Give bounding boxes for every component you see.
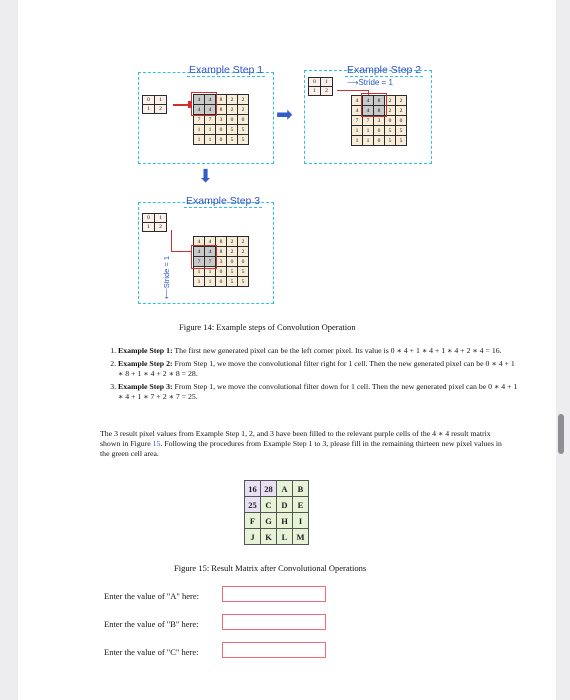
kernel-matrix-step-1 [142,95,167,114]
matrix-cell: 1 [205,125,216,135]
matrix-cell: 1 [194,277,205,287]
matrix-cell: 2 [238,247,249,257]
matrix-cell: 0 [216,277,227,287]
matrix-cell: 2 [227,95,238,105]
kernel-matrix-step-3 [142,213,167,232]
matrix-cell: 2 [227,237,238,247]
matrix-cell: 0 [227,115,238,125]
matrix-cell: 4 [194,105,205,115]
kernel-cell: 2 [155,105,167,114]
matrix-cell: 4 [194,237,205,247]
kernel-cell: 1 [309,87,321,96]
kernel-cell: 1 [155,96,167,105]
matrix-cell: 5 [396,126,407,136]
matrix-cell: 8 [216,247,227,257]
stride-label-step-3: ⟵Stride = 1 [162,255,171,299]
result-cell-unknown: G [261,513,277,529]
matrix-cell: 5 [385,126,396,136]
matrix-cell: 1 [194,267,205,277]
matrix-cell: 0 [396,116,407,126]
matrix-cell: 3 [374,116,385,126]
matrix-cell: 4 [205,95,216,105]
matrix-cell: 8 [216,237,227,247]
matrix-cell: 0 [227,257,238,267]
matrix-cell: 0 [216,267,227,277]
matrix-cell: 0 [374,126,385,136]
matrix-cell: 5 [238,277,249,287]
kernel-cell: 1 [155,214,167,223]
matrix-cell: 5 [238,125,249,135]
matrix-cell: 0 [385,116,396,126]
matrix-cell: 4 [352,106,363,116]
matrix-cell: 4 [352,96,363,106]
result-cell-unknown: I [293,513,309,529]
down-arrow-small-icon: ⟵ [162,288,171,299]
kernel-cell: 1 [143,223,155,232]
figure-14-caption: Figure 14: Example steps of Convolution Operation [179,322,356,332]
matrix-cell: 8 [374,96,385,106]
kernel-matrix-step-2 [308,77,333,96]
kernel-cell: 0 [143,96,155,105]
value-b-input[interactable] [222,614,326,630]
list-item: 1. Example Step 1: The first new generated pixel can be the left corner pixel. Its value is 0 ∗ 4 + 1 ∗ 4 + 1 ∗ 4 + 2 ∗ 4 = 16. [118,346,518,356]
value-a-label: Enter the value of "A" here: [104,591,199,601]
matrix-cell: 2 [396,106,407,116]
figure-15-caption: Figure 15: Result Matrix after Convolutional Operations [174,563,367,573]
figure-15-link[interactable]: 15 [152,439,161,448]
matrix-cell: 4 [363,96,374,106]
matrix-cell: 5 [227,135,238,145]
matrix-cell: 5 [227,277,238,287]
matrix-cell: 0 [374,136,385,146]
matrix-cell: 1 [363,136,374,146]
matrix-cell: 1 [205,277,216,287]
kernel-pointer-line-2 [337,90,369,91]
matrix-cell: 7 [194,257,205,267]
matrix-cell: 5 [238,135,249,145]
matrix-cell: 2 [227,105,238,115]
matrix-cell: 7 [363,116,374,126]
example-steps-list [104,346,518,405]
value-c-label: Enter the value of "C" here: [104,647,199,657]
example-step-2-title: Example Step 2 [347,64,422,76]
matrix-cell: 2 [238,95,249,105]
result-cell-unknown: F [245,513,261,529]
result-cell-unknown: C [261,497,277,513]
matrix-cell: 1 [194,135,205,145]
result-matrix [244,480,309,545]
result-cell-unknown: K [261,529,277,545]
matrix-cell: 8 [216,105,227,115]
result-cell-unknown: D [277,497,293,513]
result-cell-unknown: E [293,497,309,513]
matrix-cell: 0 [238,115,249,125]
matrix-cell: 5 [238,267,249,277]
matrix-cell: 4 [194,247,205,257]
matrix-cell: 4 [194,95,205,105]
matrix-cell: 7 [205,115,216,125]
matrix-cell: 1 [205,135,216,145]
result-cell-known: 16 [245,481,261,497]
right-arrow-small-icon: ⟶ [347,78,359,87]
result-cell-known: 28 [261,481,277,497]
kernel-cell: 2 [321,87,333,96]
instructions-paragraph: The 3 result pixel values from Example Step 1, 2, and 3 have been filled to the relevant purple cells of the 4 ∗ 4 result matrix shown in Figure 15. Following the procedures from Example Step 1 to 3, please fill in the remaining thirteen new pixel values in the green cell area. [100,429,502,458]
result-cell-unknown: A [277,481,293,497]
matrix-cell: 7 [194,115,205,125]
matrix-cell: 1 [194,125,205,135]
list-item: 2. Example Step 2: From Step 1, we move the convolutional filter right for 1 cell. Then the new generated pixel can be 0 ∗ 4 + 1 ∗ 8 + 1 ∗ 4 + 2 ∗ 8 = 28. [118,359,518,379]
matrix-cell: 4 [363,106,374,116]
matrix-cell: 1 [205,267,216,277]
matrix-cell: 2 [238,237,249,247]
kernel-cell: 2 [155,223,167,232]
kernel-cell: 1 [143,105,155,114]
result-cell-unknown: H [277,513,293,529]
kernel-cell: 0 [143,214,155,223]
matrix-cell: 0 [216,135,227,145]
kernel-cell: 0 [309,78,321,87]
result-cell-unknown: M [293,529,309,545]
matrix-cell: 7 [352,116,363,126]
example-step-1-title: Example Step 1 [189,64,264,76]
stride-label-step-2: ⟶Stride = 1 [347,78,393,87]
filter-window-step-3 [191,245,217,269]
matrix-cell: 2 [396,96,407,106]
filter-window-step-1 [191,92,217,116]
matrix-cell: 8 [216,95,227,105]
result-cell-known: 25 [245,497,261,513]
example-step-3-title: Example Step 3 [186,195,261,207]
matrix-cell: 2 [238,105,249,115]
kernel-pointer-line-3 [171,251,191,252]
kernel-pointer-vert-3 [171,230,172,252]
matrix-cell: 4 [205,237,216,247]
value-a-input[interactable] [222,586,326,602]
matrix-cell: 8 [374,106,385,116]
right-arrow-icon: ➡ [276,102,293,126]
matrix-cell: 1 [363,126,374,136]
matrix-cell: 7 [205,257,216,267]
matrix-cell: 5 [227,267,238,277]
result-cell-unknown: J [245,529,261,545]
kernel-cell: 1 [321,78,333,87]
list-item: 3. Example Step 3: From Step 1, we move the convolutional filter down for 1 cell. Then the new generated pixel can be 0 ∗ 4 + 1 ∗ 4 + 1 ∗ 7 + 2 ∗ 7 = 25. [118,382,518,402]
matrix-cell: 4 [205,105,216,115]
matrix-cell: 0 [216,125,227,135]
matrix-cell: 2 [227,247,238,257]
matrix-cell: 2 [385,106,396,116]
matrix-cell: 1 [352,136,363,146]
matrix-cell: 3 [216,115,227,125]
scrollbar-thumb[interactable] [558,414,564,454]
result-cell-unknown: B [293,481,309,497]
value-c-input[interactable] [222,642,326,658]
matrix-cell: 3 [216,257,227,267]
matrix-cell: 4 [205,247,216,257]
matrix-cell: 5 [396,136,407,146]
filter-window-step-2 [361,93,387,117]
matrix-cell: 0 [238,257,249,267]
matrix-cell: 1 [352,126,363,136]
matrix-cell: 5 [227,125,238,135]
matrix-cell: 5 [385,136,396,146]
value-b-label: Enter the value of "B" here: [104,619,199,629]
down-arrow-icon: ⬇ [198,166,214,187]
matrix-cell: 2 [385,96,396,106]
result-cell-unknown: L [277,529,293,545]
